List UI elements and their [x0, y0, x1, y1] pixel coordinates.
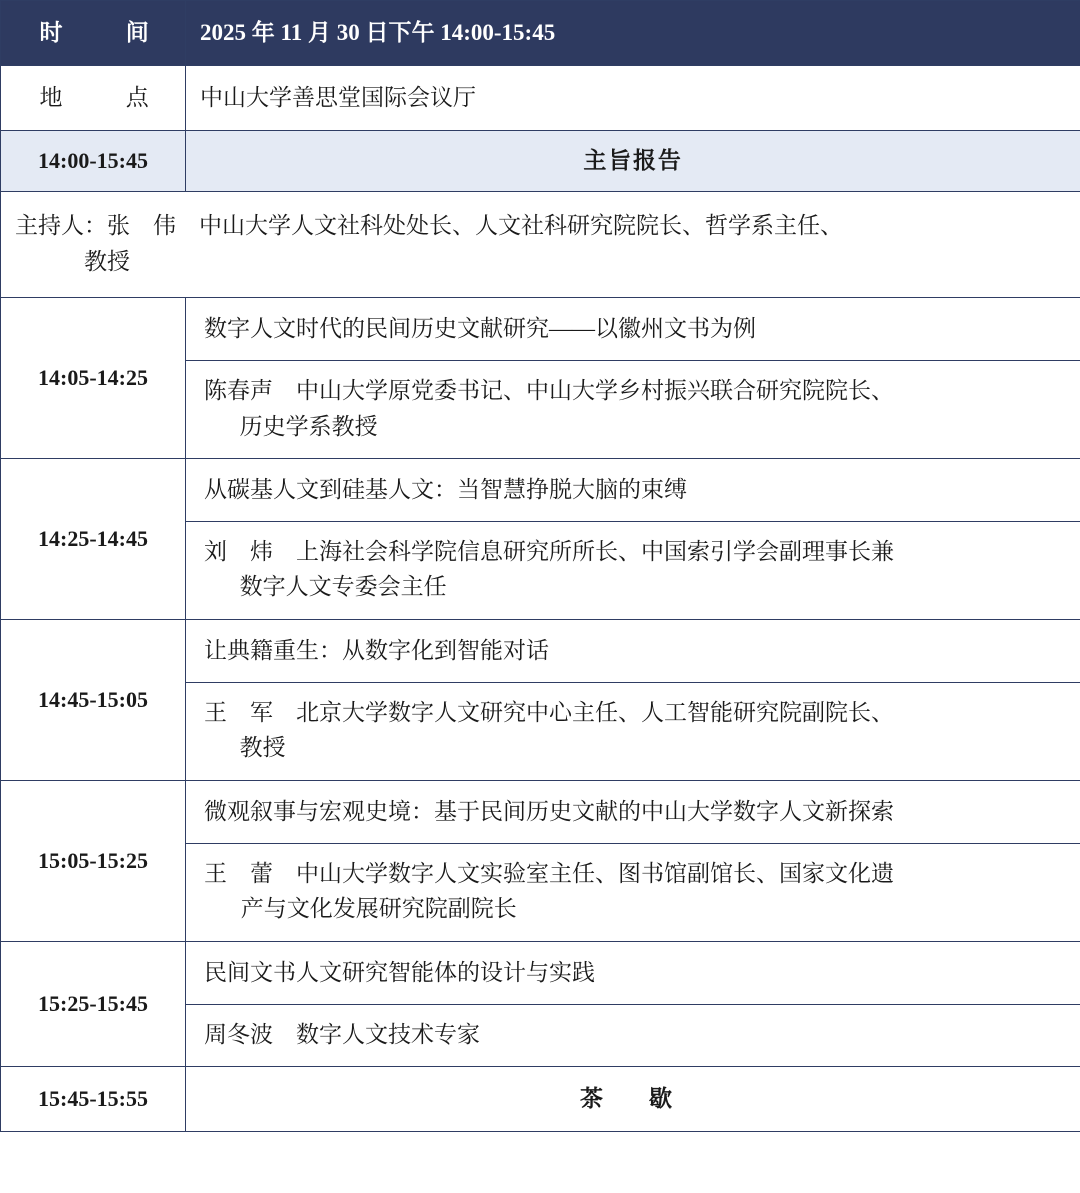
- talk-title: 从碳基人文到硅基人文：当智慧挣脱大脑的束缚: [186, 459, 1080, 522]
- table-row-break: [1, 1067, 1080, 1132]
- talk-time: 15:25-15:45: [1, 941, 186, 1066]
- talk-time: 15:05-15:25: [1, 781, 186, 942]
- chair-cell: [1, 192, 1080, 298]
- talk-time: 14:45-15:05: [1, 620, 186, 781]
- talk-speaker: [186, 1004, 1080, 1067]
- section-title: 主旨报告: [186, 131, 1080, 192]
- table-row-time: [1, 1, 1080, 66]
- talk-speaker: [186, 682, 1080, 780]
- talk-speaker: [186, 521, 1080, 619]
- speaker-line-1: 陈春声 中山大学原党委书记、中山大学乡村振兴联合研究院院长、: [204, 377, 894, 403]
- table-row-place: [1, 66, 1080, 131]
- place-value: 中山大学善思堂国际会议厅: [186, 66, 1080, 131]
- table-row-talk-title: [1, 459, 1080, 522]
- break-title: 茶 歇: [186, 1067, 1080, 1132]
- speaker-line-1: 周冬波 数字人文技术专家: [204, 1021, 480, 1047]
- talk-speaker: [186, 843, 1080, 941]
- talk-time: 14:25-14:45: [1, 459, 186, 620]
- speaker-line-2: 产与文化发展研究院副院长: [240, 896, 517, 922]
- break-time: 15:45-15:55: [1, 1067, 186, 1132]
- speaker-line-1: 刘 炜 上海社会科学院信息研究所所长、中国索引学会副理事长兼: [204, 538, 894, 564]
- talk-time: 14:05-14:25: [1, 298, 186, 459]
- chair-line-1: 主持人：张 伟 中山大学人文社科处处长、人文社科研究院院长、哲学系主任、: [15, 213, 843, 238]
- table-row-talk-title: [1, 620, 1080, 683]
- talk-title: 微观叙事与宏观史境：基于民间历史文献的中山大学数字人文新探索: [186, 781, 1080, 844]
- section-time: 14:00-15:45: [1, 131, 186, 192]
- table-row-section: [1, 131, 1080, 192]
- speaker-line-2: 教授: [239, 735, 286, 761]
- talk-title: 数字人文时代的民间历史文献研究——以徽州文书为例: [186, 298, 1080, 361]
- talk-speaker: [186, 360, 1080, 458]
- time-label: 时 间: [1, 1, 186, 66]
- talk-title: 让典籍重生：从数字化到智能对话: [186, 620, 1080, 683]
- table-row-chair: [1, 192, 1080, 298]
- time-value: 2025 年 11 月 30 日下午 14:00-15:45: [186, 1, 1080, 66]
- talk-title: 民间文书人文研究智能体的设计与实践: [186, 941, 1080, 1004]
- speaker-line-2: 历史学系教授: [239, 413, 378, 439]
- table-row-talk-title: [1, 298, 1080, 361]
- speaker-line-1: 王 蕾 中山大学数字人文实验室主任、图书馆副馆长、国家文化遗: [204, 860, 894, 886]
- speaker-line-1: 王 军 北京大学数字人文研究中心主任、人工智能研究院副院长、: [204, 699, 894, 725]
- table-row-talk-title: [1, 781, 1080, 844]
- speaker-line-2: 数字人文专委会主任: [239, 574, 447, 600]
- chair-line-2: 教授: [84, 248, 130, 274]
- place-label: 地 点: [1, 66, 186, 131]
- table-row-talk-title: [1, 941, 1080, 1004]
